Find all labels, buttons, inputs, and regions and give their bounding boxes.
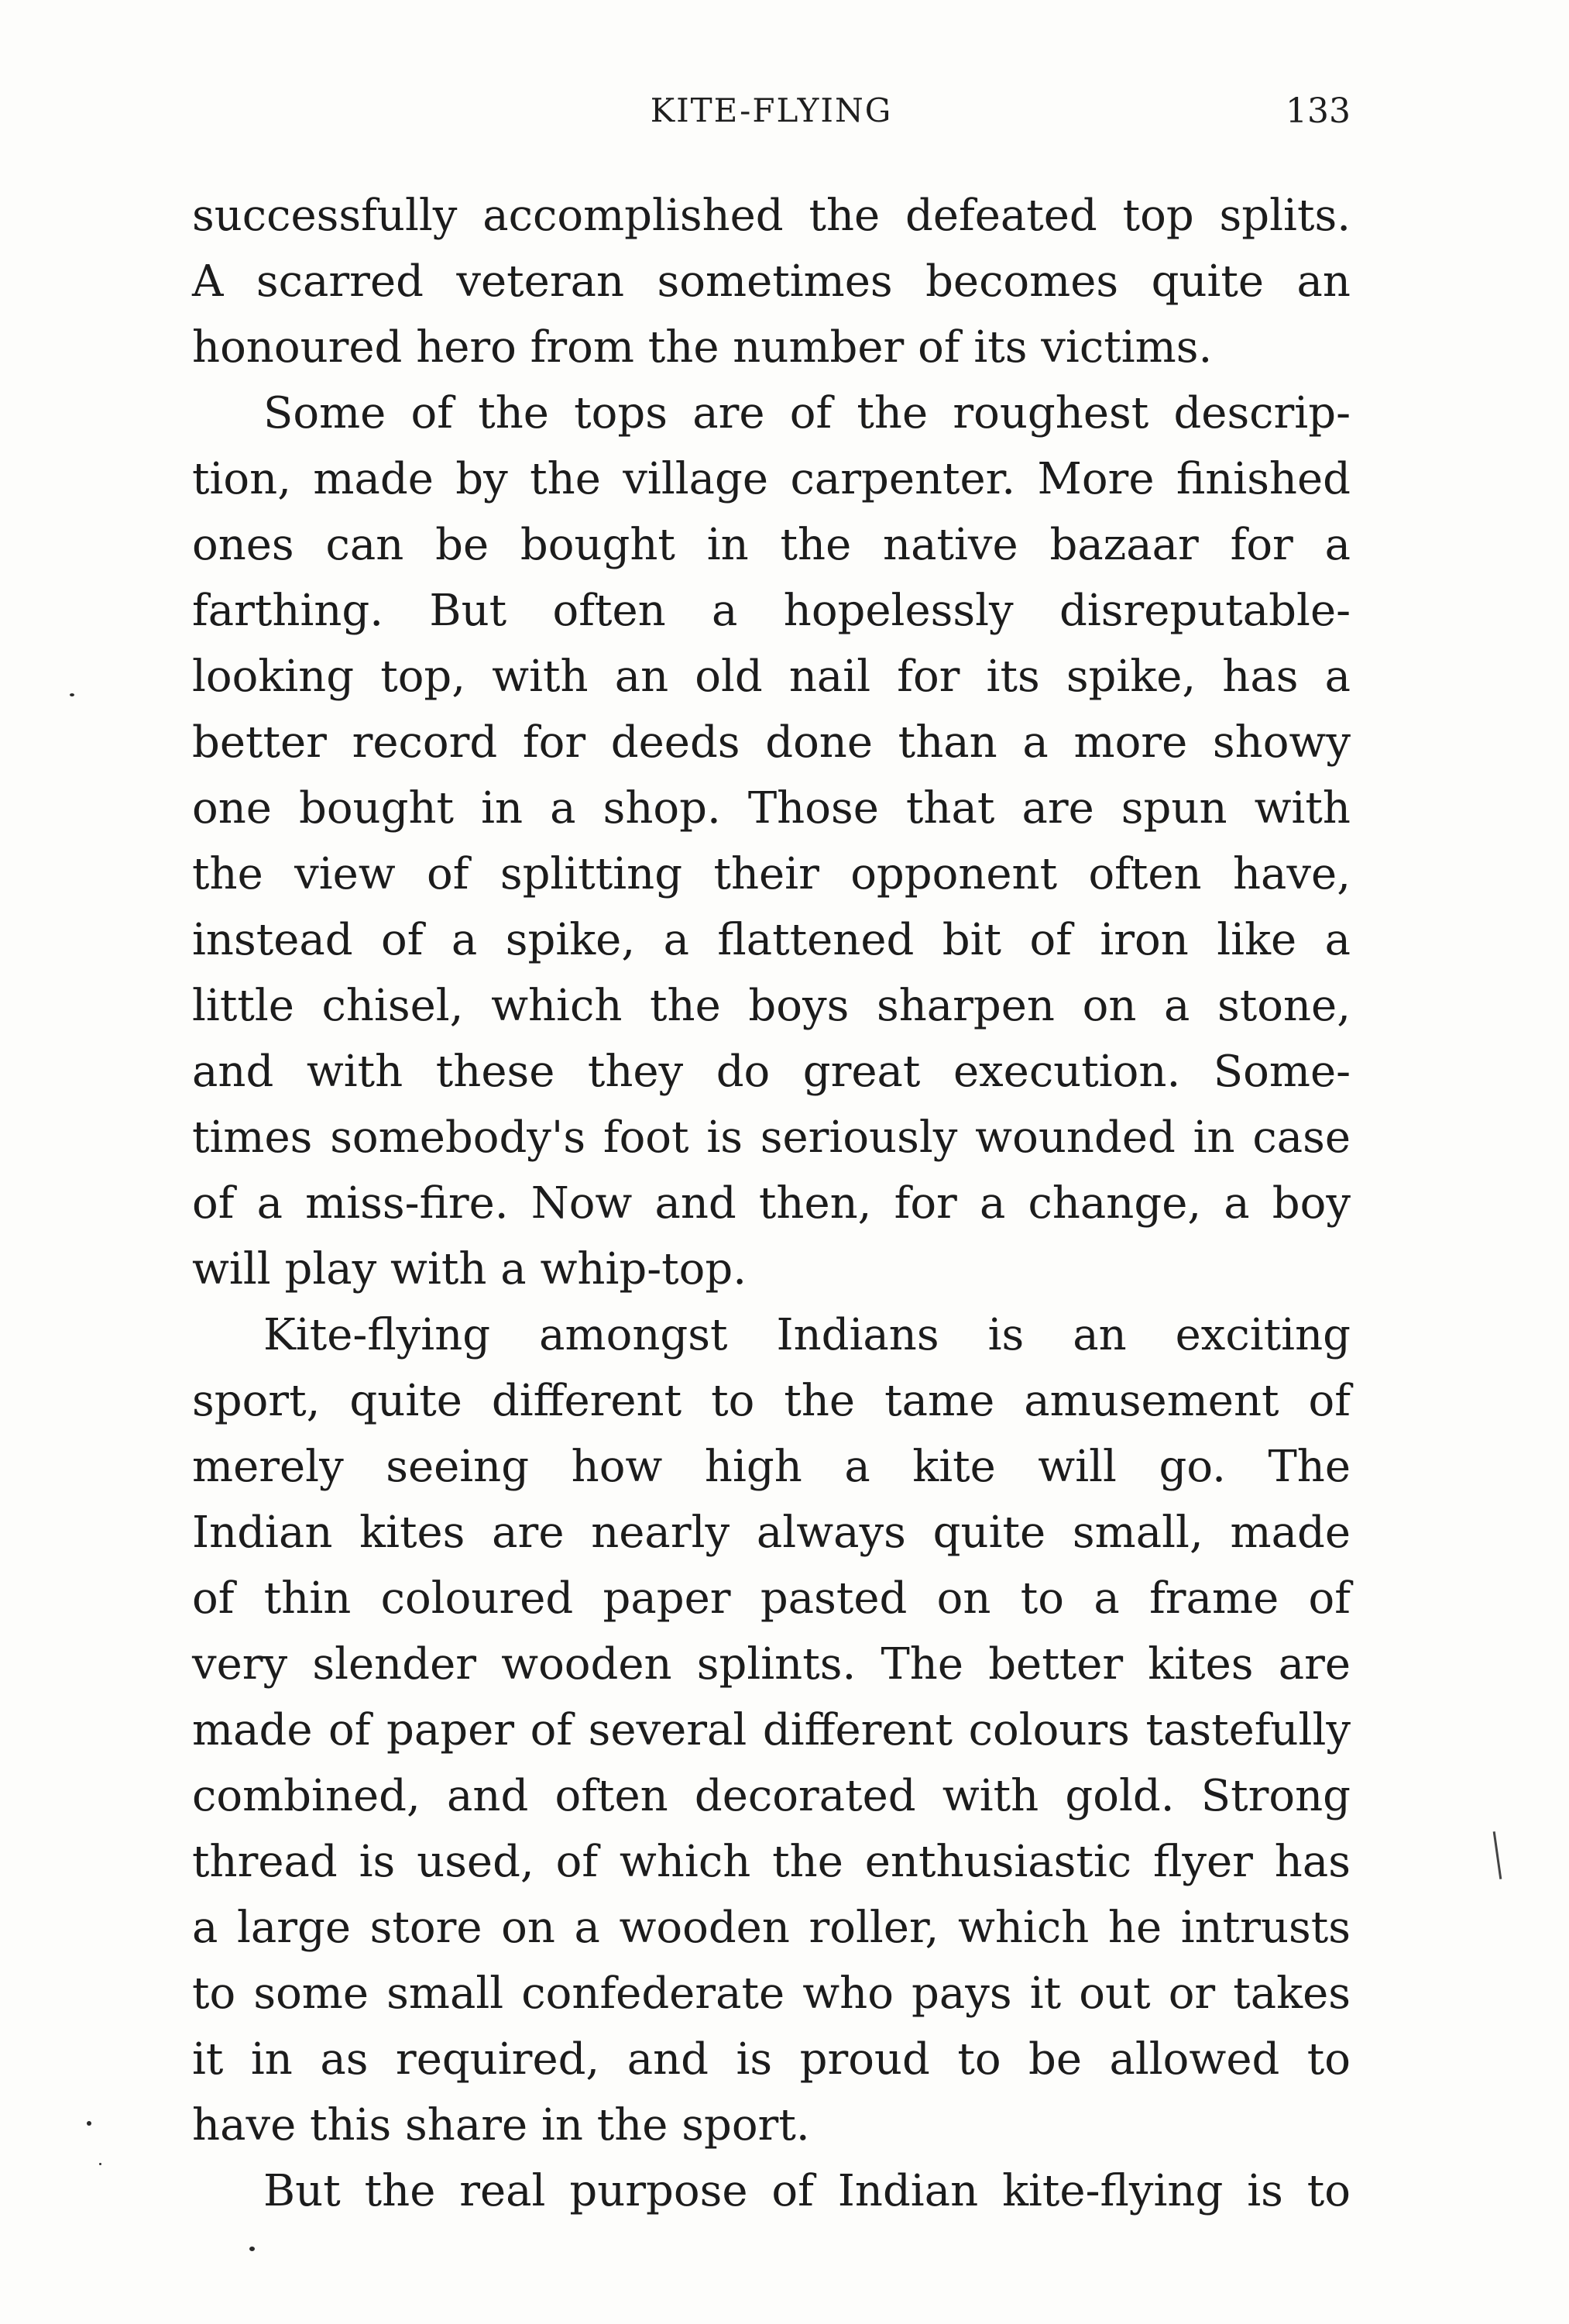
text-line: merely seeing how high a kite will go. The [192, 1442, 1351, 1492]
text-line: sport, quite different to the tame amusement of [192, 1376, 1351, 1426]
text-line: one bought in a shop. Those that are spun with [192, 783, 1351, 834]
running-head [192, 91, 1351, 153]
text-line: thread is used, of which the enthusiastic flyer has [192, 1837, 1351, 1887]
text-line: the view of splitting their opponent often have, [192, 849, 1351, 899]
scan-speck [99, 2163, 101, 2165]
text-line: tion, made by the village carpenter. More finished [192, 454, 1351, 504]
page-number: 133 [1286, 91, 1351, 131]
text-line: a large store on a wooden roller, which he intrusts [192, 1903, 1351, 1953]
running-title: KITE-FLYING [650, 91, 893, 129]
text-line: will play with a whip-top. [192, 1244, 747, 1294]
text-line: made of paper of several different colours tastefully [192, 1705, 1351, 1755]
text-line: times somebody's foot is seriously wounded in case [192, 1112, 1351, 1163]
text-line: to some small confederate who pays it out or takes [192, 1968, 1351, 2019]
text-line: of thin coloured paper pasted on to a frame of [192, 1573, 1351, 1624]
text-line: little chisel, which the boys sharpen on a stone, [192, 981, 1351, 1031]
text-line: honoured hero from the number of its victims. [192, 322, 1213, 373]
text-line: A scarred veteran sometimes becomes quite an [192, 256, 1351, 307]
scan-speck [249, 2247, 255, 2251]
text-line: farthing. But often a hopelessly disreputable- [192, 586, 1351, 636]
text-line: successfully accomplished the defeated top splits. [192, 191, 1351, 241]
text-line: of a miss-fire. Now and then, for a change, a boy [192, 1178, 1351, 1229]
text-line: ones can be bought in the native bazaar for a [192, 520, 1351, 570]
text-line: Indian kites are nearly always quite small, made [192, 1508, 1351, 1558]
text-line: it in as required, and is proud to be allowed to [192, 2034, 1351, 2085]
text-line: looking top, with an old nail for its spike, has a [192, 651, 1351, 702]
text-line: and with these they do great execution. Some- [192, 1047, 1351, 1097]
text-line: have this share in the sport. [192, 2100, 810, 2150]
text-line: instead of a spike, a flattened bit of iron like a [192, 915, 1351, 965]
text-line: better record for deeds done than a more showy [192, 717, 1351, 768]
paragraph-first-line: Some of the tops are of the roughest descrip- [263, 388, 1351, 438]
paragraph-first-line: But the real purpose of Indian kite-flying is to [263, 2166, 1351, 2216]
scan-speck [70, 693, 74, 696]
margin-mark [1493, 1831, 1502, 1879]
text-line: combined, and often decorated with gold. Strong [192, 1771, 1351, 1821]
text-line: very slender wooden splints. The better kites are [192, 1639, 1351, 1690]
paragraph-first-line: Kite-flying amongst Indians is an exciting [263, 1310, 1351, 1360]
scan-speck [87, 2121, 91, 2126]
body-text [192, 183, 1351, 2224]
